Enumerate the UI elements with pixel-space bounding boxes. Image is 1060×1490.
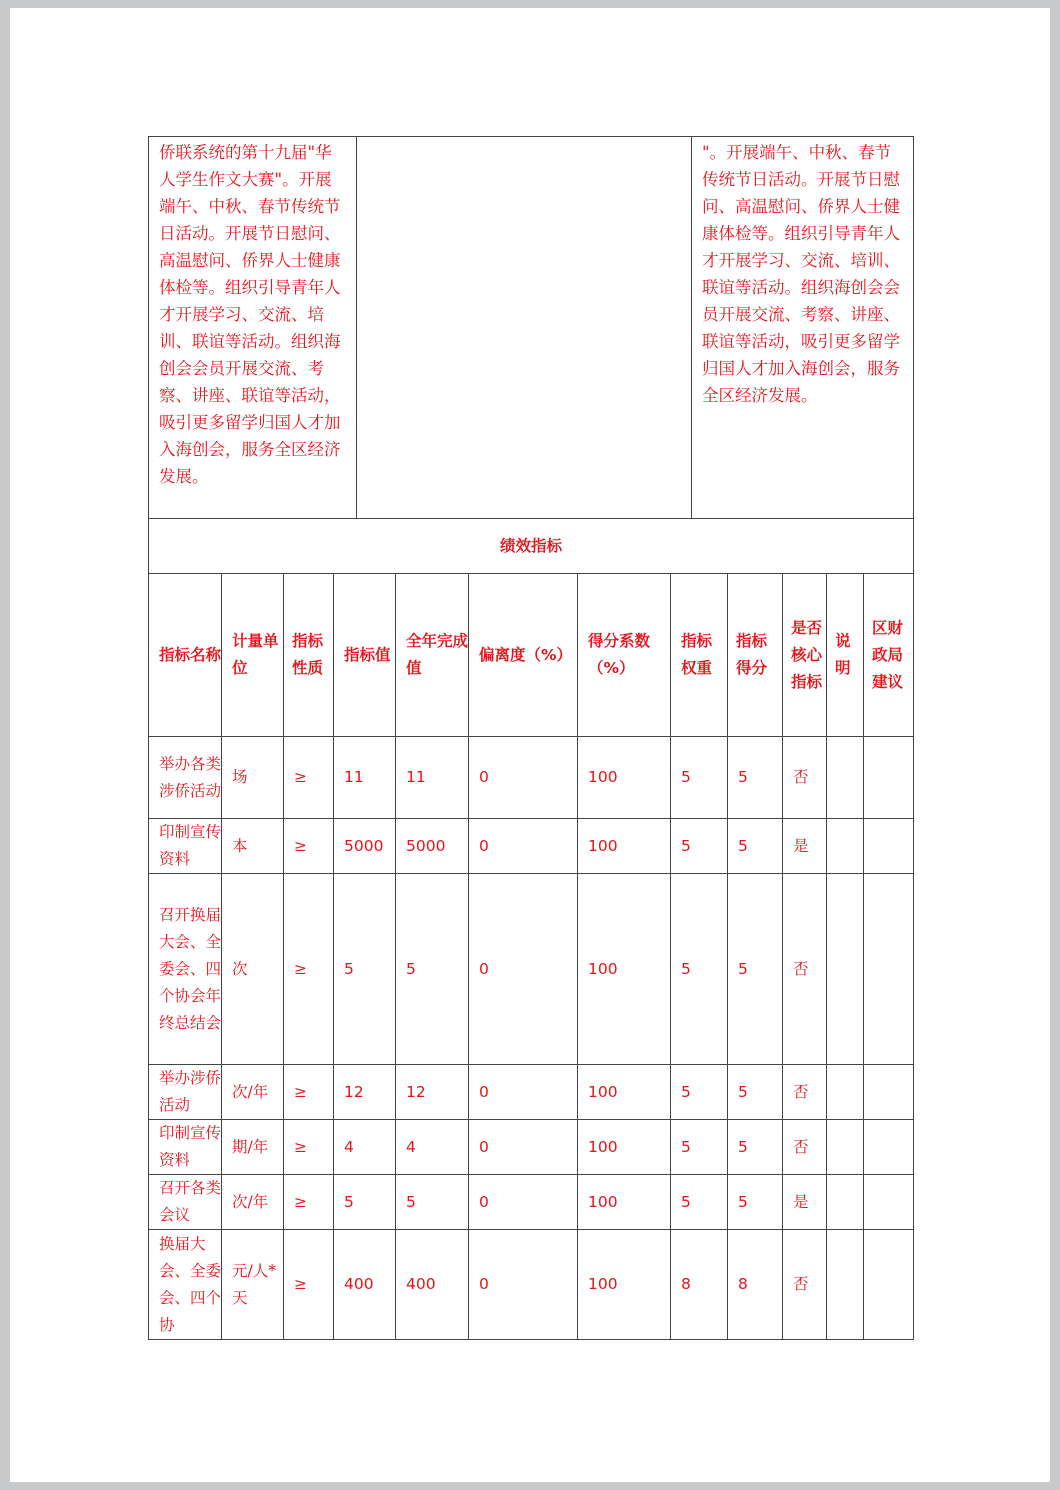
header-weight: 指标权重 [671, 574, 728, 737]
deviation-cell: 0 [469, 1065, 578, 1120]
indicator-name-cell: 印制宣传资料 [149, 819, 222, 874]
target-cell: 400 [334, 1230, 396, 1340]
nature-cell: ≥ [284, 874, 334, 1065]
target-cell: 5 [334, 874, 396, 1065]
nature-cell: ≥ [284, 737, 334, 819]
header-unit: 计量单位 [222, 574, 284, 737]
deviation-cell: 0 [469, 819, 578, 874]
header-score: 指标得分 [728, 574, 783, 737]
coefficient-cell: 100 [578, 1120, 671, 1175]
deviation-cell: 0 [469, 737, 578, 819]
unit-cell: 次/年 [222, 1065, 284, 1120]
target-cell: 5000 [334, 819, 396, 874]
indicator-name-cell: 换届大会、全委会、四个协 [149, 1230, 222, 1340]
target-cell: 4 [334, 1120, 396, 1175]
section-title-row [149, 519, 914, 574]
advice-cell [864, 1120, 914, 1175]
description-right-cell: "。开展端午、中秋、春节传统节日活动。开展节日慰问、高温慰问、侨界人士健康体检等。组织引导青年人才开展学习、交流、培训、联谊等活动。组织海创会会员开展交流、考察、讲座、联谊等活动，吸引更多留学归国人才加入海创会，服务全区经济发展。 [692, 137, 914, 519]
advice-cell [864, 1175, 914, 1230]
core-cell: 是 [783, 1175, 827, 1230]
indicator-name-cell: 印制宣传资料 [149, 1120, 222, 1175]
advice-cell [864, 874, 914, 1065]
coefficient-cell: 100 [578, 874, 671, 1065]
actual-cell: 11 [396, 737, 469, 819]
weight-cell: 5 [671, 737, 728, 819]
activity-description-table [148, 136, 914, 519]
core-cell: 否 [783, 737, 827, 819]
score-cell: 5 [728, 1175, 783, 1230]
score-cell: 5 [728, 737, 783, 819]
header-target-value: 指标值 [334, 574, 396, 737]
coefficient-cell: 100 [578, 737, 671, 819]
advice-cell [864, 737, 914, 819]
table-row [149, 1120, 914, 1175]
header-finance-advice: 区财政局建议 [864, 574, 914, 737]
score-cell: 8 [728, 1230, 783, 1340]
coefficient-cell: 100 [578, 819, 671, 874]
note-cell [827, 1175, 864, 1230]
table-row [149, 737, 914, 819]
header-indicator-name: 指标名称 [149, 574, 222, 737]
weight-cell: 5 [671, 874, 728, 1065]
unit-cell: 期/年 [222, 1120, 284, 1175]
indicator-name-cell: 举办涉侨活动 [149, 1065, 222, 1120]
actual-cell: 4 [396, 1120, 469, 1175]
coefficient-cell: 100 [578, 1230, 671, 1340]
indicator-name-cell: 召开换届大会、全委会、四个协会年终总结会 [149, 874, 222, 1065]
actual-cell: 5000 [396, 819, 469, 874]
core-cell: 否 [783, 1230, 827, 1340]
indicator-name-cell: 召开各类会议 [149, 1175, 222, 1230]
core-cell: 否 [783, 874, 827, 1065]
advice-cell [864, 819, 914, 874]
coefficient-cell: 100 [578, 1175, 671, 1230]
nature-cell: ≥ [284, 1230, 334, 1340]
coefficient-cell: 100 [578, 1065, 671, 1120]
header-nature: 指标性质 [284, 574, 334, 737]
core-cell: 是 [783, 819, 827, 874]
header-deviation: 偏离度（%） [469, 574, 578, 737]
description-row [149, 137, 914, 519]
unit-cell: 次/年 [222, 1175, 284, 1230]
document-page [10, 8, 1050, 1482]
nature-cell: ≥ [284, 1120, 334, 1175]
note-cell [827, 1230, 864, 1340]
target-cell: 12 [334, 1065, 396, 1120]
unit-cell: 元/人*天 [222, 1230, 284, 1340]
advice-cell [864, 1230, 914, 1340]
description-middle-cell [357, 137, 692, 519]
table-row [149, 874, 914, 1065]
nature-cell: ≥ [284, 819, 334, 874]
section-title: 绩效指标 [149, 519, 914, 574]
core-cell: 否 [783, 1065, 827, 1120]
deviation-cell: 0 [469, 1120, 578, 1175]
actual-cell: 400 [396, 1230, 469, 1340]
note-cell [827, 819, 864, 874]
note-cell [827, 874, 864, 1065]
header-score-coefficient: 得分系数（%） [578, 574, 671, 737]
header-actual-value: 全年完成值 [396, 574, 469, 737]
score-cell: 5 [728, 1120, 783, 1175]
table-row [149, 819, 914, 874]
weight-cell: 5 [671, 819, 728, 874]
header-note: 说明 [827, 574, 864, 737]
deviation-cell: 0 [469, 874, 578, 1065]
description-left-cell: 侨联系统的第十九届"华人学生作文大赛"。开展端午、中秋、春节传统节日活动。开展节日慰问、高温慰问、侨界人士健康体检等。组织引导青年人才开展学习、交流、培训、联谊等活动。组织海创会会员开展交流、考察、讲座、联谊等活动，吸引更多留学归国人才加入海创会，服务全区经济发展。 [149, 137, 357, 519]
note-cell [827, 1065, 864, 1120]
header-core-indicator: 是否核心指标 [783, 574, 827, 737]
advice-cell [864, 1065, 914, 1120]
performance-indicators-table [148, 518, 914, 1340]
nature-cell: ≥ [284, 1065, 334, 1120]
unit-cell: 次 [222, 874, 284, 1065]
core-cell: 否 [783, 1120, 827, 1175]
actual-cell: 5 [396, 874, 469, 1065]
deviation-cell: 0 [469, 1230, 578, 1340]
table-row [149, 1175, 914, 1230]
nature-cell: ≥ [284, 1175, 334, 1230]
score-cell: 5 [728, 819, 783, 874]
header-row [149, 574, 914, 737]
actual-cell: 5 [396, 1175, 469, 1230]
score-cell: 5 [728, 874, 783, 1065]
target-cell: 5 [334, 1175, 396, 1230]
table-row [149, 1230, 914, 1340]
deviation-cell: 0 [469, 1175, 578, 1230]
target-cell: 11 [334, 737, 396, 819]
indicator-name-cell: 举办各类涉侨活动 [149, 737, 222, 819]
score-cell: 5 [728, 1065, 783, 1120]
note-cell [827, 737, 864, 819]
unit-cell: 场 [222, 737, 284, 819]
weight-cell: 5 [671, 1175, 728, 1230]
actual-cell: 12 [396, 1065, 469, 1120]
weight-cell: 8 [671, 1230, 728, 1340]
unit-cell: 本 [222, 819, 284, 874]
table-row [149, 1065, 914, 1120]
note-cell [827, 1120, 864, 1175]
weight-cell: 5 [671, 1065, 728, 1120]
weight-cell: 5 [671, 1120, 728, 1175]
